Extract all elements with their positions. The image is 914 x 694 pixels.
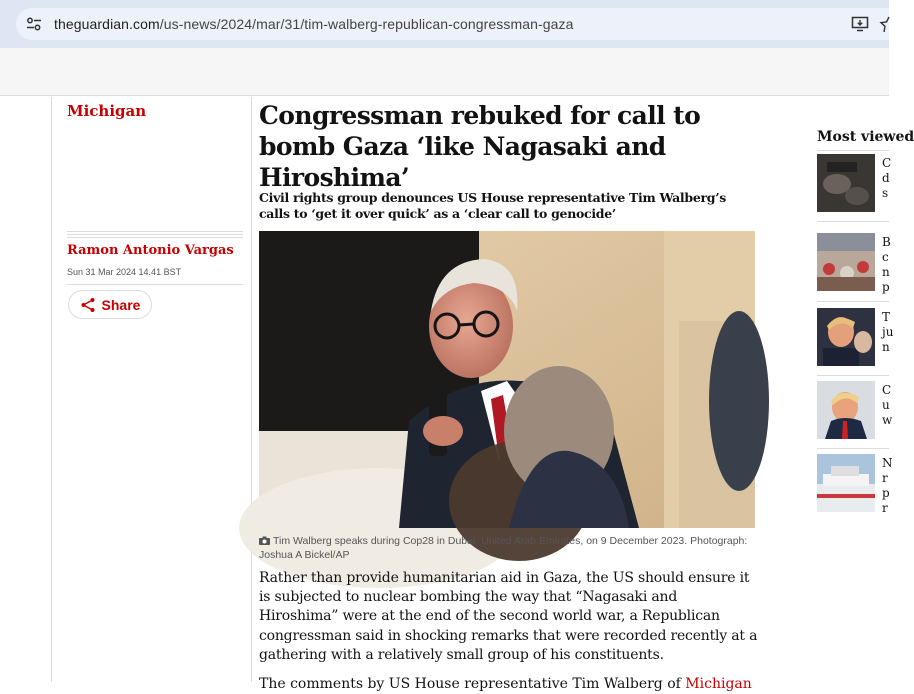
standfirst: Civil rights group denounces US House representative Tim Walberg’s calls to ‘get it over quick’ as a ‘clear call to genocide’ — [259, 190, 726, 221]
most-viewed-headline: C u w — [882, 383, 893, 427]
most-viewed-thumbnail — [817, 233, 875, 291]
most-viewed-thumbnail — [817, 381, 875, 439]
url-text[interactable]: theguardian.com/us-news/2024/mar/31/tim-walberg-republican-congressman-gaza — [54, 16, 574, 32]
most-viewed-headline: C d s — [882, 156, 892, 200]
caption-text: Tim Walberg speaks during Cop28 in Dubai, United Arab Emirates, on 9 December 2023. Photograph: Joshua A Bickel/AP — [259, 535, 748, 561]
photo-illustration — [259, 231, 755, 528]
most-viewed-item[interactable] — [817, 381, 893, 451]
most-viewed-thumbnail — [817, 454, 875, 512]
photo-caption — [259, 534, 759, 562]
guardian-header-bar — [0, 48, 889, 96]
byline-divider — [67, 231, 243, 239]
address-bar[interactable] — [16, 8, 889, 40]
meta-divider — [67, 284, 243, 285]
section-label[interactable]: Michigan — [67, 102, 147, 120]
install-app-icon[interactable] — [851, 15, 869, 33]
most-viewed-thumbnail — [817, 154, 875, 212]
most-viewed-thumbnail — [817, 308, 875, 366]
most-viewed-divider — [817, 221, 889, 222]
most-viewed-divider — [817, 448, 889, 449]
column-divider — [251, 97, 252, 682]
main-photo[interactable] — [259, 231, 755, 528]
most-viewed-item[interactable] — [817, 233, 889, 303]
most-viewed-headline: T ju n — [882, 310, 894, 354]
share-icon — [80, 297, 96, 313]
most-viewed-headline: B c n p — [882, 235, 891, 294]
article-page — [0, 97, 914, 692]
share-label: Share — [101, 296, 141, 313]
bookmark-star-icon[interactable] — [879, 14, 889, 34]
share-button[interactable] — [68, 290, 152, 319]
most-viewed-divider — [817, 375, 889, 376]
article-paragraph-next: The comments by US House representative Tim Walberg of Michigan — [259, 676, 752, 692]
author-link[interactable]: Ramon Antonio Vargas — [67, 243, 234, 258]
most-viewed-headline: N r p r — [882, 456, 893, 515]
most-viewed-item[interactable] — [817, 308, 894, 378]
most-viewed-heading: Most viewed — [817, 129, 914, 145]
most-viewed-item[interactable] — [817, 454, 893, 524]
camera-icon — [259, 536, 270, 545]
most-viewed-item[interactable] — [817, 154, 892, 224]
headline: Congressman rebuked for call to bomb Gaza ‘like Nagasaki and Hiroshima’ — [259, 101, 701, 192]
browser-toolbar — [0, 0, 889, 48]
publish-date: Sun 31 Mar 2024 14.41 BST — [67, 267, 182, 277]
most-viewed-divider — [817, 301, 889, 302]
article-paragraph: Rather than provide humanitarian aid in Gaza, the US should ensure it is subjected to nuclear bombing the way that “Nagasaki and Hiroshima” were at the end of the second world war, a Republican congressman said in shocking remarks that were recorded recently at a gathering with a relatively small group of his constituents. — [259, 570, 758, 663]
column-divider — [51, 97, 52, 682]
site-settings-icon[interactable] — [26, 16, 42, 32]
most-viewed-divider — [817, 150, 889, 151]
inline-link-michigan[interactable]: Michigan — [685, 676, 752, 692]
